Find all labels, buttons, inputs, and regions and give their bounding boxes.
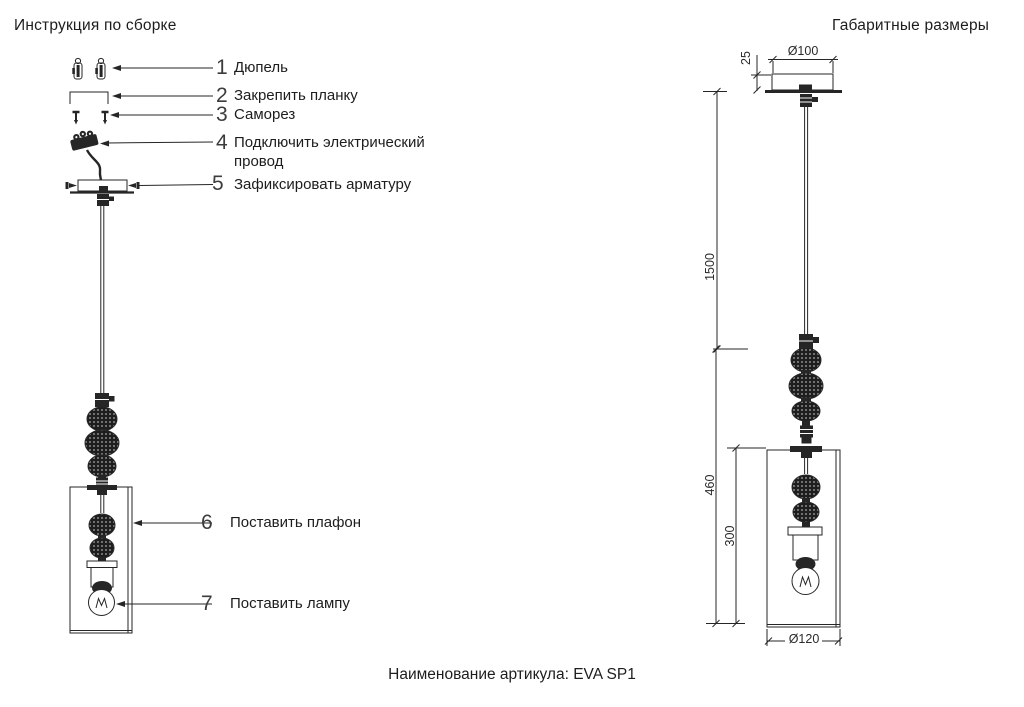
dowel-icon	[95, 58, 105, 79]
step-number: 3	[216, 103, 228, 126]
dim-label-shade-diameter: Ø120	[788, 632, 820, 646]
screw-icon	[102, 112, 109, 125]
step-number: 7	[201, 592, 213, 615]
dim-suspension-length	[703, 88, 748, 353]
dim-label-lower-assembly-height: 460	[703, 474, 717, 496]
light-bulb-icon	[89, 590, 115, 616]
dim-canopy-diameter	[768, 56, 838, 73]
step-label: Зафиксировать арматуру	[234, 176, 412, 193]
article-caption: Наименование артикула: EVA SP1	[388, 666, 636, 683]
step-number: 2	[216, 84, 228, 107]
power-cord	[87, 150, 101, 181]
step-label: Закрепить планку	[234, 87, 358, 104]
right-panel-title: Габаритные размеры	[832, 17, 990, 34]
bead-stack	[85, 393, 119, 488]
right-diagram	[703, 55, 842, 646]
left-panel-title: Инструкция по сборке	[14, 17, 177, 34]
dim-label-shade-height: 300	[723, 525, 737, 547]
lamp-shade	[767, 446, 840, 627]
suspension-wire	[805, 107, 808, 334]
dim-label-canopy-height: 25	[739, 51, 753, 65]
left-diagram	[66, 58, 214, 633]
step-number: 5	[212, 172, 224, 195]
step-number: 6	[201, 511, 213, 534]
dim-canopy-height	[751, 55, 771, 94]
step-label: Дюпель	[234, 59, 288, 76]
bead-stack	[789, 334, 823, 444]
dim-label-suspension-length: 1500	[703, 253, 717, 281]
canopy-plate-icon	[66, 180, 140, 206]
terminal-block-icon	[68, 128, 101, 181]
dim-label-canopy-diameter: Ø100	[787, 44, 819, 58]
step-label: Поставить плафон	[230, 514, 362, 531]
step-label: Саморез	[234, 106, 296, 123]
dowel-icon	[72, 58, 82, 79]
suspension-wire	[101, 206, 104, 393]
lamp-shade	[70, 485, 132, 633]
step-label: Поставить лампу	[230, 595, 350, 612]
step-number: 1	[216, 56, 228, 79]
step-label: Подключить электрический провод	[234, 134, 425, 170]
light-bulb-icon	[792, 568, 819, 595]
screw-icon	[73, 112, 80, 125]
canopy-side-view	[765, 74, 842, 107]
step-number: 4	[216, 131, 228, 154]
mounting-bar-icon	[70, 92, 108, 104]
